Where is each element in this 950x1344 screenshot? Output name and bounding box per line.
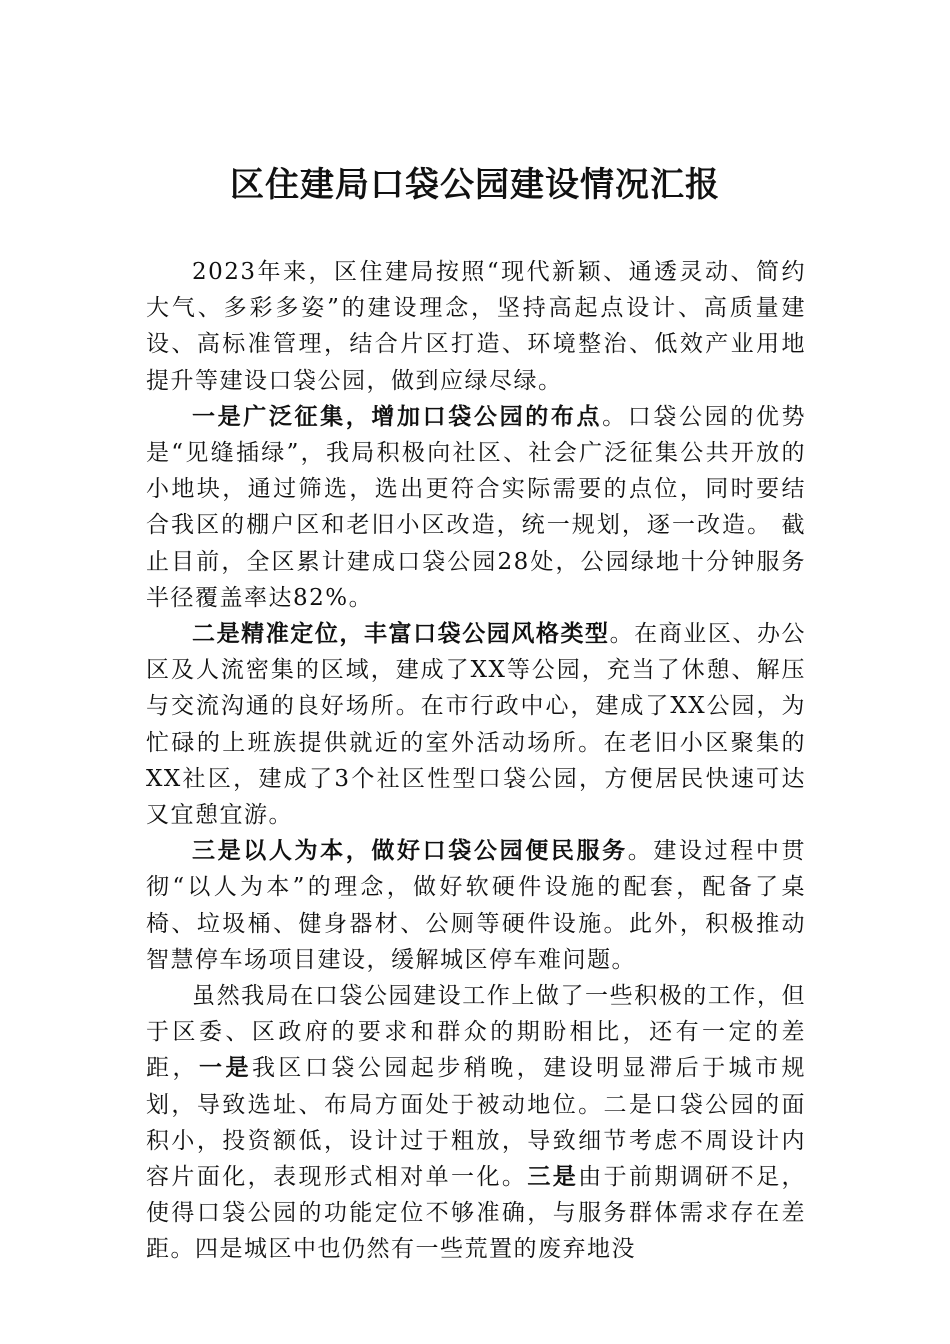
paragraph-shortcomings: [146, 978, 806, 1268]
shortcomings-intro: 虽然我局在口袋公园建设工作上做了一些积极的工作，但于区委、区政府的要求和群众的期盼相比，还有一定的差距，: [146, 983, 806, 1082]
point-one-text: 。口袋公园的优势是“见缝插绿”，我局积极向社区、社会广泛征集公共开放的小地块，通过筛选，选出更符合实际需要的点位，同时要结合我区的棚户区和老旧小区改造，统一规划，逐一改造。 截止目前，全区累计建成口袋公园28处，公园绿地十分钟服务半径覆盖率达82%。: [146, 403, 807, 611]
shortcoming-three-label: 三是: [527, 1163, 579, 1191]
paragraph-point-two: [146, 616, 806, 833]
paragraph-point-one: [146, 399, 806, 616]
paragraph-intro: [146, 254, 806, 399]
intro-text: 2023年来，区住建局按照“现代新颖、通透灵动、简约大气、多彩多姿”的建设理念，坚持高起点设计、高质量建设、高标准管理，结合片区打造、环境整治、低效产业用地提升等建设口袋公园，做到应绿尽绿。: [146, 259, 806, 394]
point-two-text: 。在商业区、办公区及人流密集的区域，建成了XX等公园，充当了休憩、解压与交流沟通的良好场所。在市行政中心，建成了XX公园，为忙碌的上班族提供就近的室外活动场所。在老旧小区聚集的XX社区，建成了3个社区性型口袋公园，方便居民快速可达又宜憩宜游。: [146, 621, 806, 829]
point-three-text: 。建设过程中贯彻“以人为本”的理念，做好软硬件设施的配套，配备了桌椅、垃圾桶、健身器材、公厕等硬件设施。此外，积极推动智慧停车场项目建设，缓解城区停车难问题。: [146, 838, 807, 973]
document-title: 区住建局口袋公园建设情况汇报: [230, 165, 720, 205]
shortcoming-one-label: 一是: [198, 1054, 252, 1082]
shortcoming-one-text: 我区口袋公园起步稍晚，建设明显滞后于城市规划，导致选址、布局方面处于被动地位。二是口袋公园的面积小，投资额低，设计过于粗放，导致细节考虑不周设计内容片面化，表现形式相对单一化。: [146, 1055, 807, 1191]
point-one-heading: 一是广泛征集，增加口袋公园的布点: [192, 402, 603, 430]
paragraph-point-three: [146, 833, 806, 978]
point-two-heading: 二是精准定位，丰富口袋公园风格类型: [192, 620, 610, 648]
point-three-heading: 三是以人为本，做好口袋公园便民服务: [192, 837, 628, 865]
shortcoming-three-text: 由于前期调研不足，使得口袋公园的功能定位不够准确，与服务群体需求存在差距。四是城区中也仍然有一些荒置的废弃地没: [146, 1164, 807, 1263]
document-body: [146, 254, 806, 1268]
